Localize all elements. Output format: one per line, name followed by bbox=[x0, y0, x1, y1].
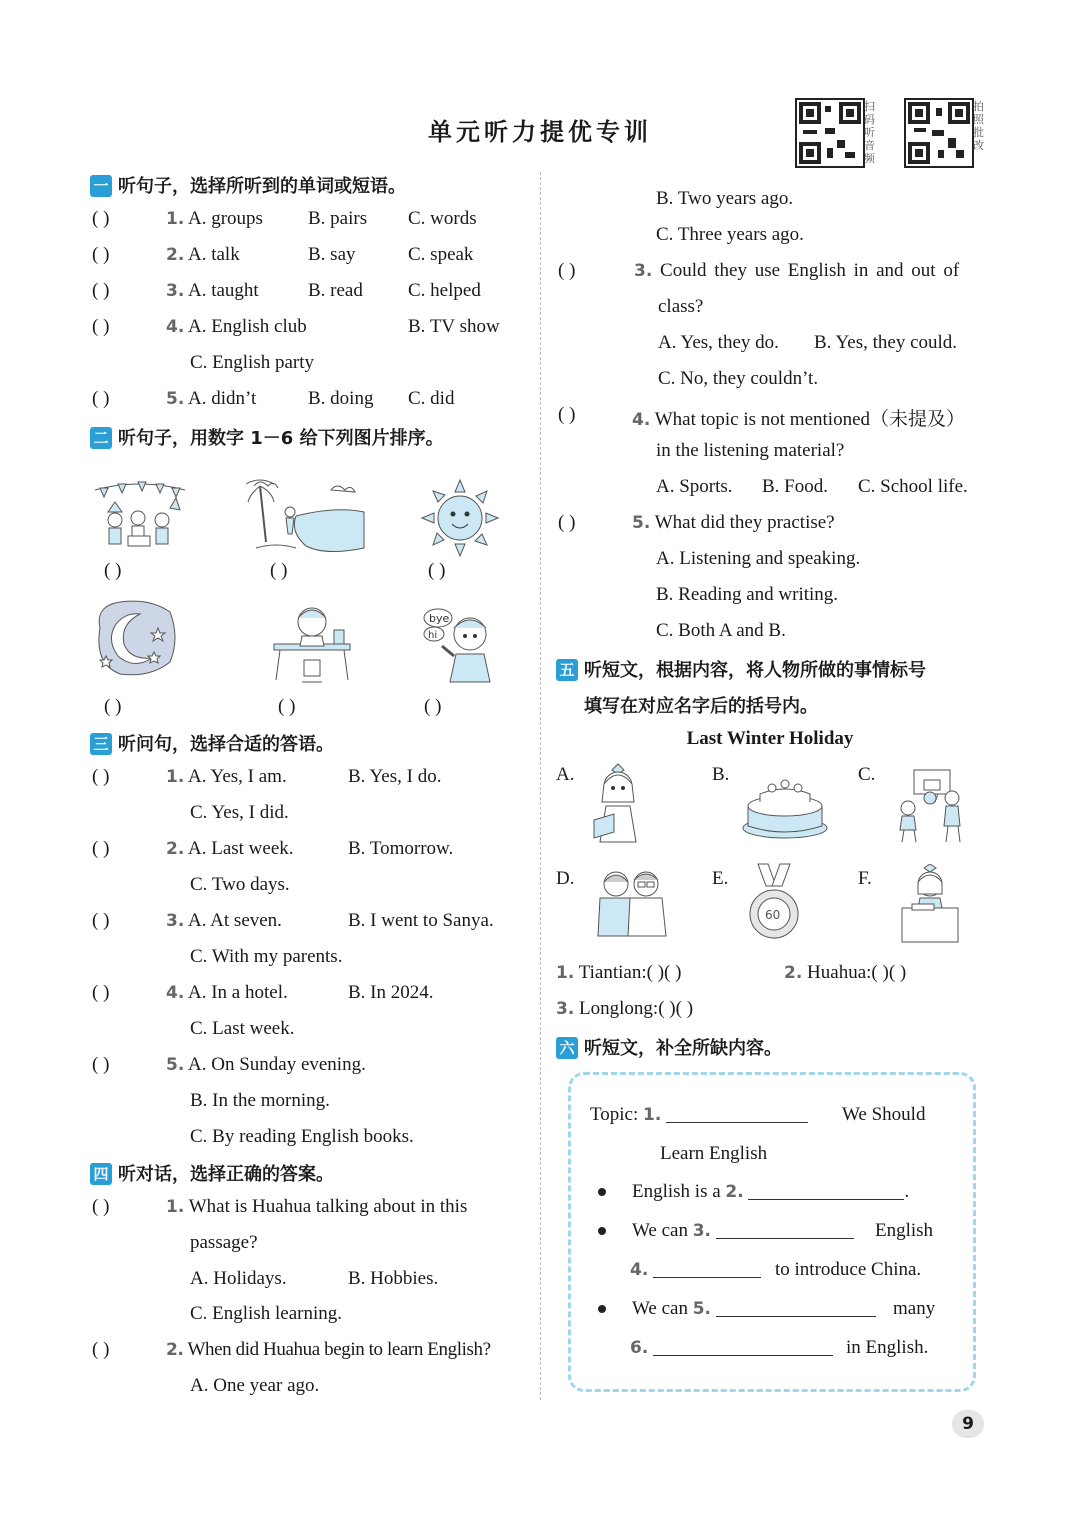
desk-study-picture bbox=[272, 600, 352, 686]
svg-text:bye: bye bbox=[429, 612, 450, 625]
option-b: B. TV show bbox=[408, 316, 500, 337]
svg-text:60: 60 bbox=[765, 908, 781, 922]
grandparents-picture bbox=[592, 866, 672, 938]
section-number: 五 bbox=[556, 659, 578, 681]
section-number: 四 bbox=[90, 1163, 112, 1185]
option-b: B. In 2024. bbox=[348, 982, 434, 1003]
question-1-1: 1. A. groups bbox=[166, 208, 263, 229]
svg-text:hi: hi bbox=[428, 630, 438, 641]
fill-line-2: English is a 2. . bbox=[632, 1181, 910, 1202]
option-c: C. words bbox=[408, 208, 477, 229]
answer-blank[interactable]: ( ) bbox=[428, 560, 446, 581]
topic-tail-2: Learn English bbox=[660, 1143, 768, 1164]
night-moon-picture bbox=[90, 598, 180, 678]
picture-label-b: B. bbox=[712, 764, 730, 785]
answer-blank[interactable]: ( ) bbox=[92, 244, 110, 265]
question-4-3: 3. Could they use English in and out of bbox=[634, 260, 960, 281]
page-title: 单元听力提优专训 bbox=[428, 118, 652, 146]
answer-blank[interactable]: ( ) bbox=[92, 1054, 110, 1075]
option-a: A. Holidays. bbox=[190, 1268, 287, 1289]
answer-blank[interactable]: ( )( ) bbox=[658, 998, 694, 1019]
option-c: C. Last week. bbox=[190, 1018, 295, 1039]
section-number: 一 bbox=[90, 175, 112, 197]
picture-label-d: D. bbox=[556, 868, 575, 889]
option-b: B. doing bbox=[308, 388, 374, 409]
question-4-2: 2. When did Huahua begin to learn English? bbox=[166, 1339, 491, 1360]
option-b: B. say bbox=[308, 244, 356, 265]
option-b: B. Yes, they could. bbox=[814, 332, 958, 353]
section-1-heading: 一 听句子，选择所听到的单词或短语。 bbox=[90, 172, 406, 198]
answer-blank[interactable]: ( ) bbox=[558, 404, 576, 425]
option-c: C. Two days. bbox=[190, 874, 290, 895]
bye-hi-picture bbox=[420, 604, 500, 688]
question-3-2: 2. A. Last week. bbox=[166, 838, 294, 859]
question-1-4: 4. A. English club bbox=[166, 316, 307, 337]
option-c: C. speak bbox=[408, 244, 474, 265]
option-a: A. Sports. bbox=[656, 476, 733, 497]
section-5-subtitle: Last Winter Holiday bbox=[686, 728, 854, 749]
birthday-cake-picture bbox=[740, 772, 830, 842]
question-4-1-cont: passage? bbox=[190, 1232, 258, 1253]
option-b: B. Tomorrow. bbox=[348, 838, 454, 859]
answer-blank[interactable]: ( ) bbox=[104, 696, 122, 717]
topic-line: Topic: 1. bbox=[590, 1104, 808, 1126]
answer-blank[interactable]: ( ) bbox=[92, 316, 110, 337]
answer-blank[interactable]: ( ) bbox=[92, 910, 110, 931]
option-a: A. One year ago. bbox=[190, 1375, 320, 1396]
question-1-5: 5. A. didn’t bbox=[166, 388, 257, 409]
answer-blank[interactable]: ( ) bbox=[92, 208, 110, 229]
qr-code-grading[interactable] bbox=[904, 98, 974, 168]
question-3-4: 4. A. In a hotel. bbox=[166, 982, 288, 1003]
answer-blank[interactable]: ( ) bbox=[104, 560, 122, 581]
section-4-heading: 四 听对话，选择正确的答案。 bbox=[90, 1160, 334, 1186]
fill-line-6-end: in English. bbox=[846, 1337, 929, 1358]
answer-tiantian: 1. Tiantian:( )( ) bbox=[556, 962, 682, 983]
option-c: C. English party bbox=[190, 352, 315, 373]
answer-blank[interactable]: ( ) bbox=[92, 838, 110, 859]
fill-line-6: 6. bbox=[630, 1337, 833, 1359]
option-b: B. In the morning. bbox=[190, 1090, 330, 1111]
answer-blank[interactable]: ( ) bbox=[92, 1196, 110, 1217]
question-3-1: 1. A. Yes, I am. bbox=[166, 766, 287, 787]
answer-blank[interactable]: ( ) bbox=[270, 560, 288, 581]
option-a: A. Yes, they do. bbox=[658, 332, 779, 353]
option-c: C. School life. bbox=[858, 476, 968, 497]
question-3-5: 5. A. On Sunday evening. bbox=[166, 1054, 366, 1075]
section-number: 二 bbox=[90, 427, 112, 449]
option-c: C. By reading English books. bbox=[190, 1126, 414, 1147]
column-divider bbox=[540, 172, 541, 1400]
option-b: B. Reading and writing. bbox=[656, 584, 839, 605]
beach-picture bbox=[246, 476, 366, 556]
option-b: B. pairs bbox=[308, 208, 368, 229]
fill-blank-3[interactable] bbox=[716, 1220, 854, 1239]
fill-blank-6[interactable] bbox=[653, 1337, 833, 1356]
option-c: C. Both A and B. bbox=[656, 620, 786, 641]
option-c: C. English learning. bbox=[190, 1303, 342, 1324]
option-b: B. I went to Sanya. bbox=[348, 910, 494, 931]
qr-caption-grading: 拍照批改 bbox=[973, 100, 984, 152]
writing-girl-picture bbox=[898, 864, 962, 944]
picture-label-e: E. bbox=[712, 868, 729, 889]
section-6-heading: 六 听短文，补全所缺内容。 bbox=[556, 1034, 782, 1060]
qr-code-audio[interactable] bbox=[795, 98, 865, 168]
section-5-heading-cont: 填写在对应名字后的括号内。 bbox=[584, 696, 818, 717]
picture-label-a: A. bbox=[556, 764, 575, 785]
bullet-point bbox=[598, 1305, 606, 1313]
fill-blank-4[interactable] bbox=[653, 1259, 761, 1278]
answer-blank[interactable]: ( ) bbox=[278, 696, 296, 717]
answer-blank[interactable]: ( ) bbox=[92, 280, 110, 301]
page-number: 9 bbox=[952, 1410, 984, 1438]
fill-line-3: We can 3. bbox=[632, 1220, 854, 1242]
basketball-picture bbox=[890, 768, 970, 844]
fill-line-3-end: English bbox=[875, 1220, 934, 1241]
fill-blank-2[interactable] bbox=[748, 1181, 904, 1200]
question-4-3-cont: class? bbox=[658, 296, 704, 317]
fill-line-5: We can 5. bbox=[632, 1298, 876, 1320]
question-4-4: 4. What topic is not mentioned（未提及） bbox=[632, 409, 966, 430]
topic-tail: We Should bbox=[842, 1104, 926, 1125]
fill-line-4-end: to introduce China. bbox=[775, 1259, 922, 1280]
qr-caption-audio: 扫码听音频 bbox=[864, 100, 875, 165]
option-c: C. did bbox=[408, 388, 455, 409]
section-number: 三 bbox=[90, 733, 112, 755]
question-4-4-cont: in the listening material? bbox=[656, 440, 845, 461]
section-2-heading: 二 听句子，用数字 1－6 给下列图片排序。 bbox=[90, 424, 444, 450]
fill-blank-1[interactable] bbox=[666, 1104, 808, 1123]
picture-label-c: C. bbox=[858, 764, 876, 785]
answer-longlong: 3. Longlong:( )( ) bbox=[556, 998, 694, 1019]
medal-picture bbox=[746, 862, 802, 942]
option-b: B. Two years ago. bbox=[656, 188, 794, 209]
option-a: A. Listening and speaking. bbox=[656, 548, 861, 569]
answer-blank[interactable]: ( ) bbox=[92, 1339, 110, 1360]
answer-blank[interactable]: ( )( ) bbox=[646, 962, 682, 983]
reading-girl-picture bbox=[584, 762, 654, 846]
sun-picture bbox=[420, 478, 500, 558]
option-c: C. Yes, I did. bbox=[190, 802, 289, 823]
answer-blank[interactable]: ( )( ) bbox=[871, 962, 907, 983]
option-c: C. With my parents. bbox=[190, 946, 343, 967]
option-b: B. Yes, I do. bbox=[348, 766, 442, 787]
answer-blank[interactable]: ( ) bbox=[424, 696, 442, 717]
answer-blank[interactable]: ( ) bbox=[92, 388, 110, 409]
section-3-heading: 三 听问句，选择合适的答语。 bbox=[90, 730, 334, 756]
answer-huahua: 2. Huahua:( )( ) bbox=[784, 962, 907, 983]
fill-line-4: 4. bbox=[630, 1259, 761, 1281]
option-c: C. Three years ago. bbox=[656, 224, 804, 245]
option-c: C. helped bbox=[408, 280, 481, 301]
option-b: B. Hobbies. bbox=[348, 1268, 439, 1289]
bullet-point bbox=[598, 1188, 606, 1196]
section-number: 六 bbox=[556, 1037, 578, 1059]
picture-label-f: F. bbox=[858, 868, 872, 889]
option-b: B. read bbox=[308, 280, 363, 301]
bullet-point bbox=[598, 1227, 606, 1235]
question-1-3: 3. A. taught bbox=[166, 280, 259, 301]
section-5-heading: 五 听短文，根据内容，将人物所做的事情标号 bbox=[556, 656, 926, 682]
option-b: B. Food. bbox=[762, 476, 828, 497]
fill-line-5-end: many bbox=[893, 1298, 936, 1319]
question-4-5: 5. What did they practise? bbox=[632, 512, 835, 533]
answer-blank[interactable]: ( ) bbox=[92, 982, 110, 1003]
question-3-3: 3. A. At seven. bbox=[166, 910, 282, 931]
answer-blank[interactable]: ( ) bbox=[92, 766, 110, 787]
question-4-1: 1. What is Huahua talking about in this bbox=[166, 1196, 468, 1217]
answer-blank[interactable]: ( ) bbox=[558, 260, 576, 281]
answer-blank[interactable]: ( ) bbox=[558, 512, 576, 533]
question-1-2: 2. A. talk bbox=[166, 244, 240, 265]
party-picture bbox=[90, 478, 190, 554]
fill-blank-5[interactable] bbox=[716, 1298, 876, 1317]
option-c: C. No, they couldn’t. bbox=[658, 368, 819, 389]
